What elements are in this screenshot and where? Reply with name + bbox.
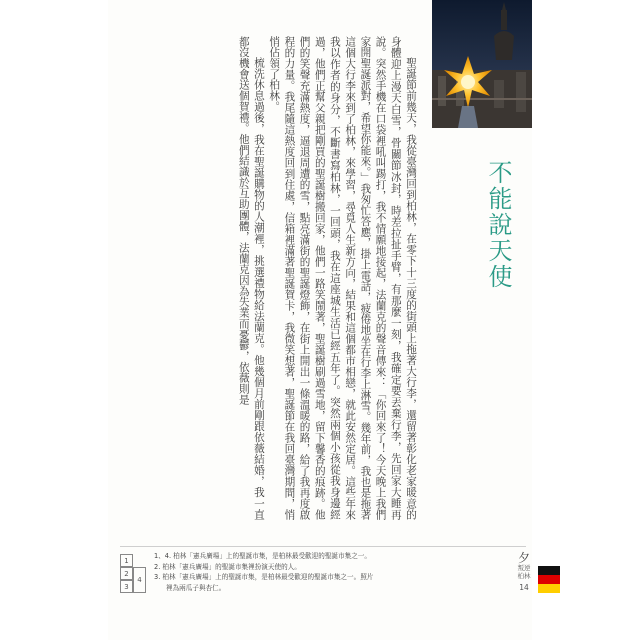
christmas-star-photo bbox=[432, 0, 532, 128]
caption-line: 2. 柏林「憲兵廣場」的聖誕市集裡扮演天使的人。 bbox=[154, 562, 301, 571]
photo-captions bbox=[154, 551, 454, 593]
logo-line-2: 柏林 bbox=[517, 572, 531, 580]
flag-stripe-red bbox=[538, 575, 560, 584]
chapter-title: 不能說天使 bbox=[484, 160, 512, 290]
article-body bbox=[140, 36, 418, 520]
paragraph-1: 聖誕節前幾天，我從臺灣回到柏林，在零下十三度的街頭上拖著大行李，還留著彰化老家暖意的身體迎上漫天白雪，骨關節冰封，時差拉扯手臂，有那麼一刻，我確定要丟棄行李，先回家大睡再說。突然手機在口袋裡吼叫踢打，我不情願地接起，法蘭克的聲音傳來：「你回來了！今天晚上我們家開聖誕派對，希望你能來。」我匆忙答應，掛上電話，疲倦地坐在行李上淋雪。幾年前，我也是拖著這個大行李來到了柏林，來學習，尋覓人生新方向，結果和這個都市相戀，就此安然定居。這些年來我以作者的身分，不斷書寫柏林，一回頭，我在這座城生活已經五年了。突然兩個小孩從我身邊經過，他們正幫父親把剛買的聖誕樹搬回家，他們一路笑鬧著，聖誕樹刷過雪地，留下馨香的痕跡。他們的笑聲充滿熱度，逼退周遭的雪，點亮滿街的聖誕燈飾，在街上開出一條溫暖的路，給了我再度啟程的力量。我尾隨這熱度回到住處，信箱裡滿著聖誕賀卡，我微笑想著，聖誕節在我回臺灣期間，悄悄佔領了柏林。 bbox=[268, 36, 417, 520]
german-flag-icon bbox=[538, 566, 560, 593]
page-number: 14 bbox=[519, 583, 529, 592]
caption-line: 裡為兩瓜子與杏仁。 bbox=[166, 583, 226, 592]
figure-cell-3: 3 bbox=[120, 580, 133, 593]
figure-index-grid bbox=[120, 554, 146, 594]
logo-mark: 夕 bbox=[517, 551, 530, 565]
figure-cell-2: 2 bbox=[120, 567, 133, 580]
flag-stripe-black bbox=[538, 566, 560, 575]
caption-line: 1、4. 柏林「憲兵廣場」上的聖誕市集，是柏林最受歡迎的聖誕市集之一。 bbox=[154, 552, 371, 560]
footer-divider bbox=[120, 546, 526, 547]
figure-cell-4: 4 bbox=[133, 567, 146, 593]
flag-stripe-gold bbox=[538, 584, 560, 593]
book-logo bbox=[513, 552, 535, 592]
paragraph-2: 梳洗休息過後，我在聖誕購物的人潮裡，挑選禮物給法蘭克。他幾個月前剛跟依薇結婚，我一直都沒機會送個賀禮。他們結識於互助團體，法蘭克因為失業而憂鬱，依薇則是 bbox=[237, 36, 265, 520]
chapter-photo bbox=[432, 0, 532, 128]
caption-line: 3. 柏林「憲兵廣場」上的聖誕市集，是柏林最受歡迎的聖誕市集之一。照片 bbox=[154, 573, 374, 581]
figure-cell-1: 1 bbox=[120, 554, 133, 567]
logo-line-1: 叛逆 bbox=[517, 564, 531, 572]
